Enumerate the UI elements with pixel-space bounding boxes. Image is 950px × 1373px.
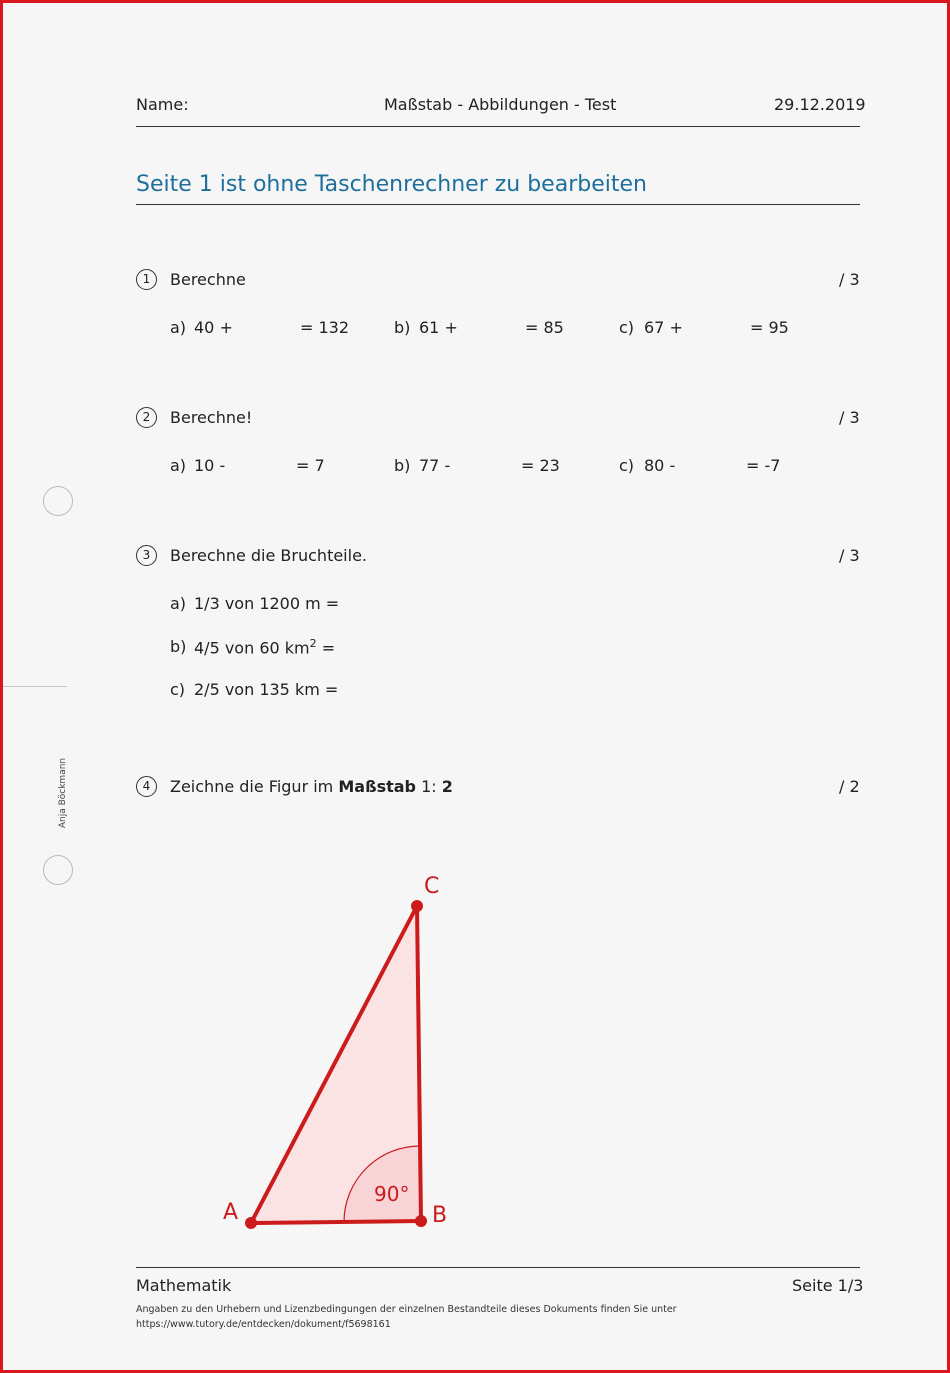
item-result: = 132 bbox=[300, 318, 350, 337]
vertex-b bbox=[415, 1215, 427, 1227]
document-title: Maßstab - Abbildungen - Test bbox=[384, 95, 617, 114]
task-number-badge: 3 bbox=[136, 545, 157, 566]
item-expression: 77 - bbox=[419, 456, 451, 475]
item-result: = 85 bbox=[525, 318, 564, 337]
item-text: 2/5 von 135 km = bbox=[194, 680, 339, 699]
item-text-suffix: = bbox=[316, 638, 336, 658]
item-text: 1/3 von 1200 m = bbox=[194, 594, 340, 613]
footer-subject: Mathematik bbox=[136, 1276, 232, 1295]
section-title: Seite 1 ist ohne Taschenrechner zu bearbeiten bbox=[136, 172, 647, 197]
prompt-scale-text: 1: bbox=[416, 777, 442, 796]
triangle-side-ab bbox=[251, 1221, 421, 1223]
prompt-text: Zeichne die Figur im bbox=[170, 777, 339, 796]
item-result: = 7 bbox=[296, 456, 325, 475]
task-number-badge: 4 bbox=[136, 776, 157, 797]
footer-license-url[interactable]: https://www.tutory.de/entdecken/dokument/f5698161 bbox=[136, 1319, 391, 1330]
item-text: 4/5 von 60 km bbox=[194, 638, 310, 658]
task-prompt bbox=[170, 777, 453, 796]
task-points: / 3 bbox=[839, 546, 860, 565]
item-letter: b) bbox=[170, 637, 187, 656]
name-label: Name: bbox=[136, 95, 189, 114]
item-expression: 10 - bbox=[194, 456, 226, 475]
task-points: / 3 bbox=[839, 408, 860, 427]
item-letter: b) bbox=[394, 318, 411, 337]
vertex-label-a: A bbox=[223, 1200, 239, 1225]
document-date: 29.12.2019 bbox=[774, 95, 866, 114]
item-letter: b) bbox=[394, 456, 411, 475]
item-expression: 67 + bbox=[644, 318, 683, 337]
item-letter: c) bbox=[619, 318, 635, 337]
item-letter: c) bbox=[170, 680, 186, 699]
footer-page-number: Seite 1/3 bbox=[792, 1276, 864, 1295]
vertex-c bbox=[411, 900, 423, 912]
vertex-label-c: C bbox=[424, 874, 440, 899]
vertex-a bbox=[245, 1217, 257, 1229]
footer-license-note: Angaben zu den Urhebern und Lizenzbedingungen der einzelnen Bestandteile dieses Dokuments finden Sie unter bbox=[136, 1304, 677, 1315]
footer-rule bbox=[136, 1267, 860, 1268]
item-expression: 40 + bbox=[194, 318, 233, 337]
task-number-badge: 2 bbox=[136, 407, 157, 428]
task-points: / 3 bbox=[839, 270, 860, 289]
item-expression: 80 - bbox=[644, 456, 676, 475]
item-letter: a) bbox=[170, 456, 187, 475]
item-result: = 95 bbox=[750, 318, 789, 337]
angle-label: 90° bbox=[374, 1182, 410, 1206]
punch-hole-bottom bbox=[43, 855, 73, 885]
task-prompt: Berechne bbox=[170, 270, 246, 289]
prompt-scale-value: 2 bbox=[441, 777, 453, 796]
item-letter: a) bbox=[170, 318, 187, 337]
header-rule bbox=[136, 126, 860, 127]
section-title-rule bbox=[136, 204, 860, 205]
item-text-with-exponent bbox=[194, 637, 335, 657]
task-prompt: Berechne! bbox=[170, 408, 253, 427]
task-points: / 2 bbox=[839, 777, 860, 796]
item-result: = 23 bbox=[521, 456, 560, 475]
task-prompt: Berechne die Bruchteile. bbox=[170, 546, 367, 565]
item-letter: c) bbox=[619, 456, 635, 475]
item-result: = -7 bbox=[746, 456, 781, 475]
fold-mark bbox=[3, 686, 67, 687]
triangle-figure bbox=[203, 863, 483, 1243]
prompt-bold-text: Maßstab bbox=[338, 777, 417, 796]
author-name: Anja Böckmann bbox=[58, 757, 69, 829]
vertex-label-b: B bbox=[432, 1203, 448, 1228]
item-exponent: 2 bbox=[309, 637, 317, 650]
item-expression: 61 + bbox=[419, 318, 458, 337]
task-number-badge: 1 bbox=[136, 269, 157, 290]
punch-hole-top bbox=[43, 486, 73, 516]
item-letter: a) bbox=[170, 594, 187, 613]
